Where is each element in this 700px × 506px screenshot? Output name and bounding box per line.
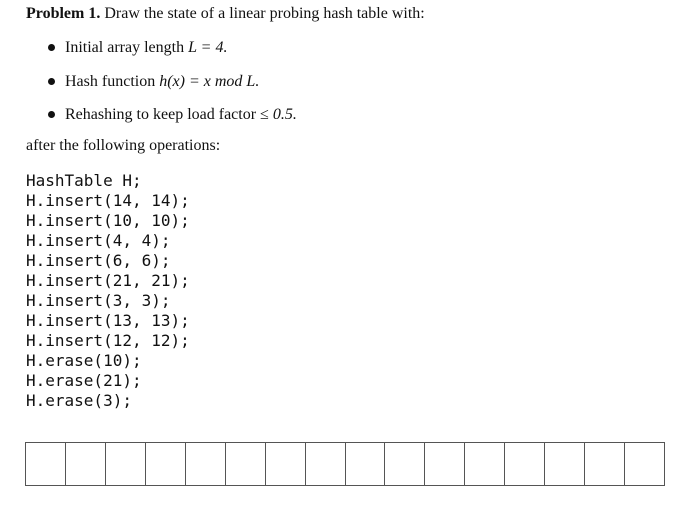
hash-table-cell[interactable] [26, 443, 66, 485]
hash-table-cell[interactable] [146, 443, 186, 485]
bullet-dot-icon [48, 111, 55, 118]
hash-table-cell[interactable] [306, 443, 346, 485]
code-line: H.insert(12, 12); [26, 331, 190, 350]
code-line: H.insert(6, 6); [26, 251, 171, 270]
code-line: H.insert(4, 4); [26, 231, 171, 250]
hash-table-cell[interactable] [545, 443, 585, 485]
hash-table-cell[interactable] [385, 443, 425, 485]
code-line: H.insert(14, 14); [26, 191, 190, 210]
bullet-text: Rehashing to keep load factor [65, 106, 261, 123]
bullet-text: Initial array length [65, 39, 189, 56]
hash-table-cell[interactable] [585, 443, 625, 485]
code-line: H.insert(3, 3); [26, 291, 171, 310]
bullet-text: Hash function [65, 73, 160, 90]
bullet-array-length [48, 38, 227, 58]
code-line: H.erase(21); [26, 371, 142, 390]
bullet-hash-function [48, 72, 259, 92]
bullet-math: L = 4. [188, 39, 228, 56]
code-line: H.insert(10, 10); [26, 211, 190, 230]
hash-table-cell[interactable] [186, 443, 226, 485]
bullet-dot-icon [48, 44, 55, 51]
code-line: H.erase(3); [26, 391, 132, 410]
problem-text: Draw the state of a linear probing hash table with: [104, 5, 425, 22]
code-line: H.insert(13, 13); [26, 311, 190, 330]
hash-table-cell[interactable] [346, 443, 386, 485]
hash-table-cell[interactable] [226, 443, 266, 485]
hash-table-cell[interactable] [106, 443, 146, 485]
code-line: HashTable H; [26, 171, 142, 190]
bullet-dot-icon [48, 78, 55, 85]
hash-table-cell[interactable] [465, 443, 505, 485]
code-line: H.erase(10); [26, 351, 142, 370]
hash-table-cell[interactable] [625, 443, 664, 485]
problem-label: Problem 1. [26, 5, 101, 22]
hash-table-cell[interactable] [425, 443, 465, 485]
hash-table-grid [25, 442, 665, 486]
bullet-math: ≤ 0.5. [260, 106, 297, 123]
code-block [26, 171, 190, 411]
bullet-rehashing [48, 105, 297, 125]
code-line: H.insert(21, 21); [26, 271, 190, 290]
hash-table-cell[interactable] [66, 443, 106, 485]
hash-table-cell[interactable] [505, 443, 545, 485]
after-text: after the following operations: [26, 137, 221, 154]
hash-table-cell[interactable] [266, 443, 306, 485]
problem-statement [26, 5, 425, 23]
bullet-math: h(x) = x mod L. [159, 73, 260, 90]
